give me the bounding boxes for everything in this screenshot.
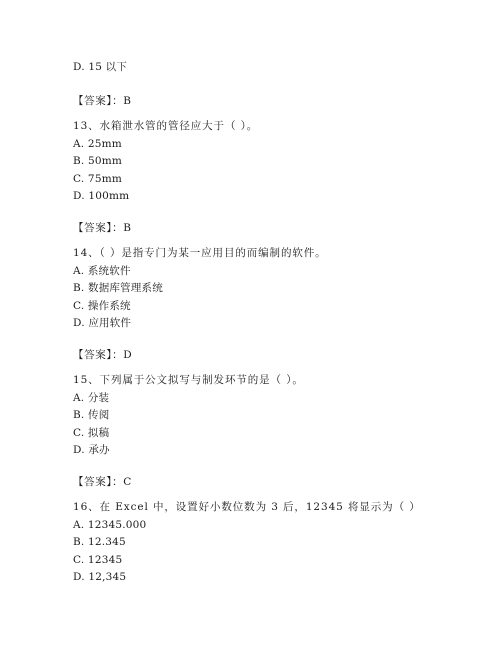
option-13-b: B. 50mm	[73, 155, 123, 167]
option-15-b: B. 传阅	[73, 409, 110, 421]
answer-label-q14: 【答案】：D	[73, 349, 133, 361]
option-15-a: A. 分装	[73, 392, 110, 404]
option-15-d: D. 15 以下	[73, 61, 128, 73]
option-14-b: B. 数据库管理系统	[73, 282, 163, 294]
option-14-a: A. 系统软件	[73, 265, 131, 277]
question-13: 13、水箱泄水管的管径应大于（ ）。	[73, 120, 259, 132]
option-16-b: B. 12.345	[73, 536, 126, 548]
option-13-d: D. 100mm	[73, 190, 130, 202]
option-16-c: C. 12345	[73, 554, 123, 566]
question-15: 15、下列属于公文拟写与制发环节的是（ ）。	[73, 374, 304, 386]
question-16: 16、在 Excel 中，设置好小数位数为 3 后，12345 将显示为（ ）	[73, 501, 421, 513]
option-13-c: C. 75mm	[73, 173, 123, 185]
option-16-d: D. 12,345	[73, 571, 127, 583]
option-13-a: A. 25mm	[73, 138, 122, 150]
option-15-c: C. 拟稿	[73, 427, 110, 439]
option-16-a: A. 12345.000	[73, 519, 147, 531]
answer-label-q12: 【答案】：B	[73, 95, 132, 107]
answer-label-q13: 【答案】：B	[73, 222, 132, 234]
option-15-d-2: D. 承办	[73, 444, 110, 456]
option-14-c: C. 操作系统	[73, 300, 131, 312]
question-14: 14、（ ）是指专门为某一应用目的而编制的软件。	[73, 247, 327, 259]
option-14-d: D. 应用软件	[73, 317, 132, 329]
answer-label-q15: 【答案】：C	[73, 476, 132, 488]
